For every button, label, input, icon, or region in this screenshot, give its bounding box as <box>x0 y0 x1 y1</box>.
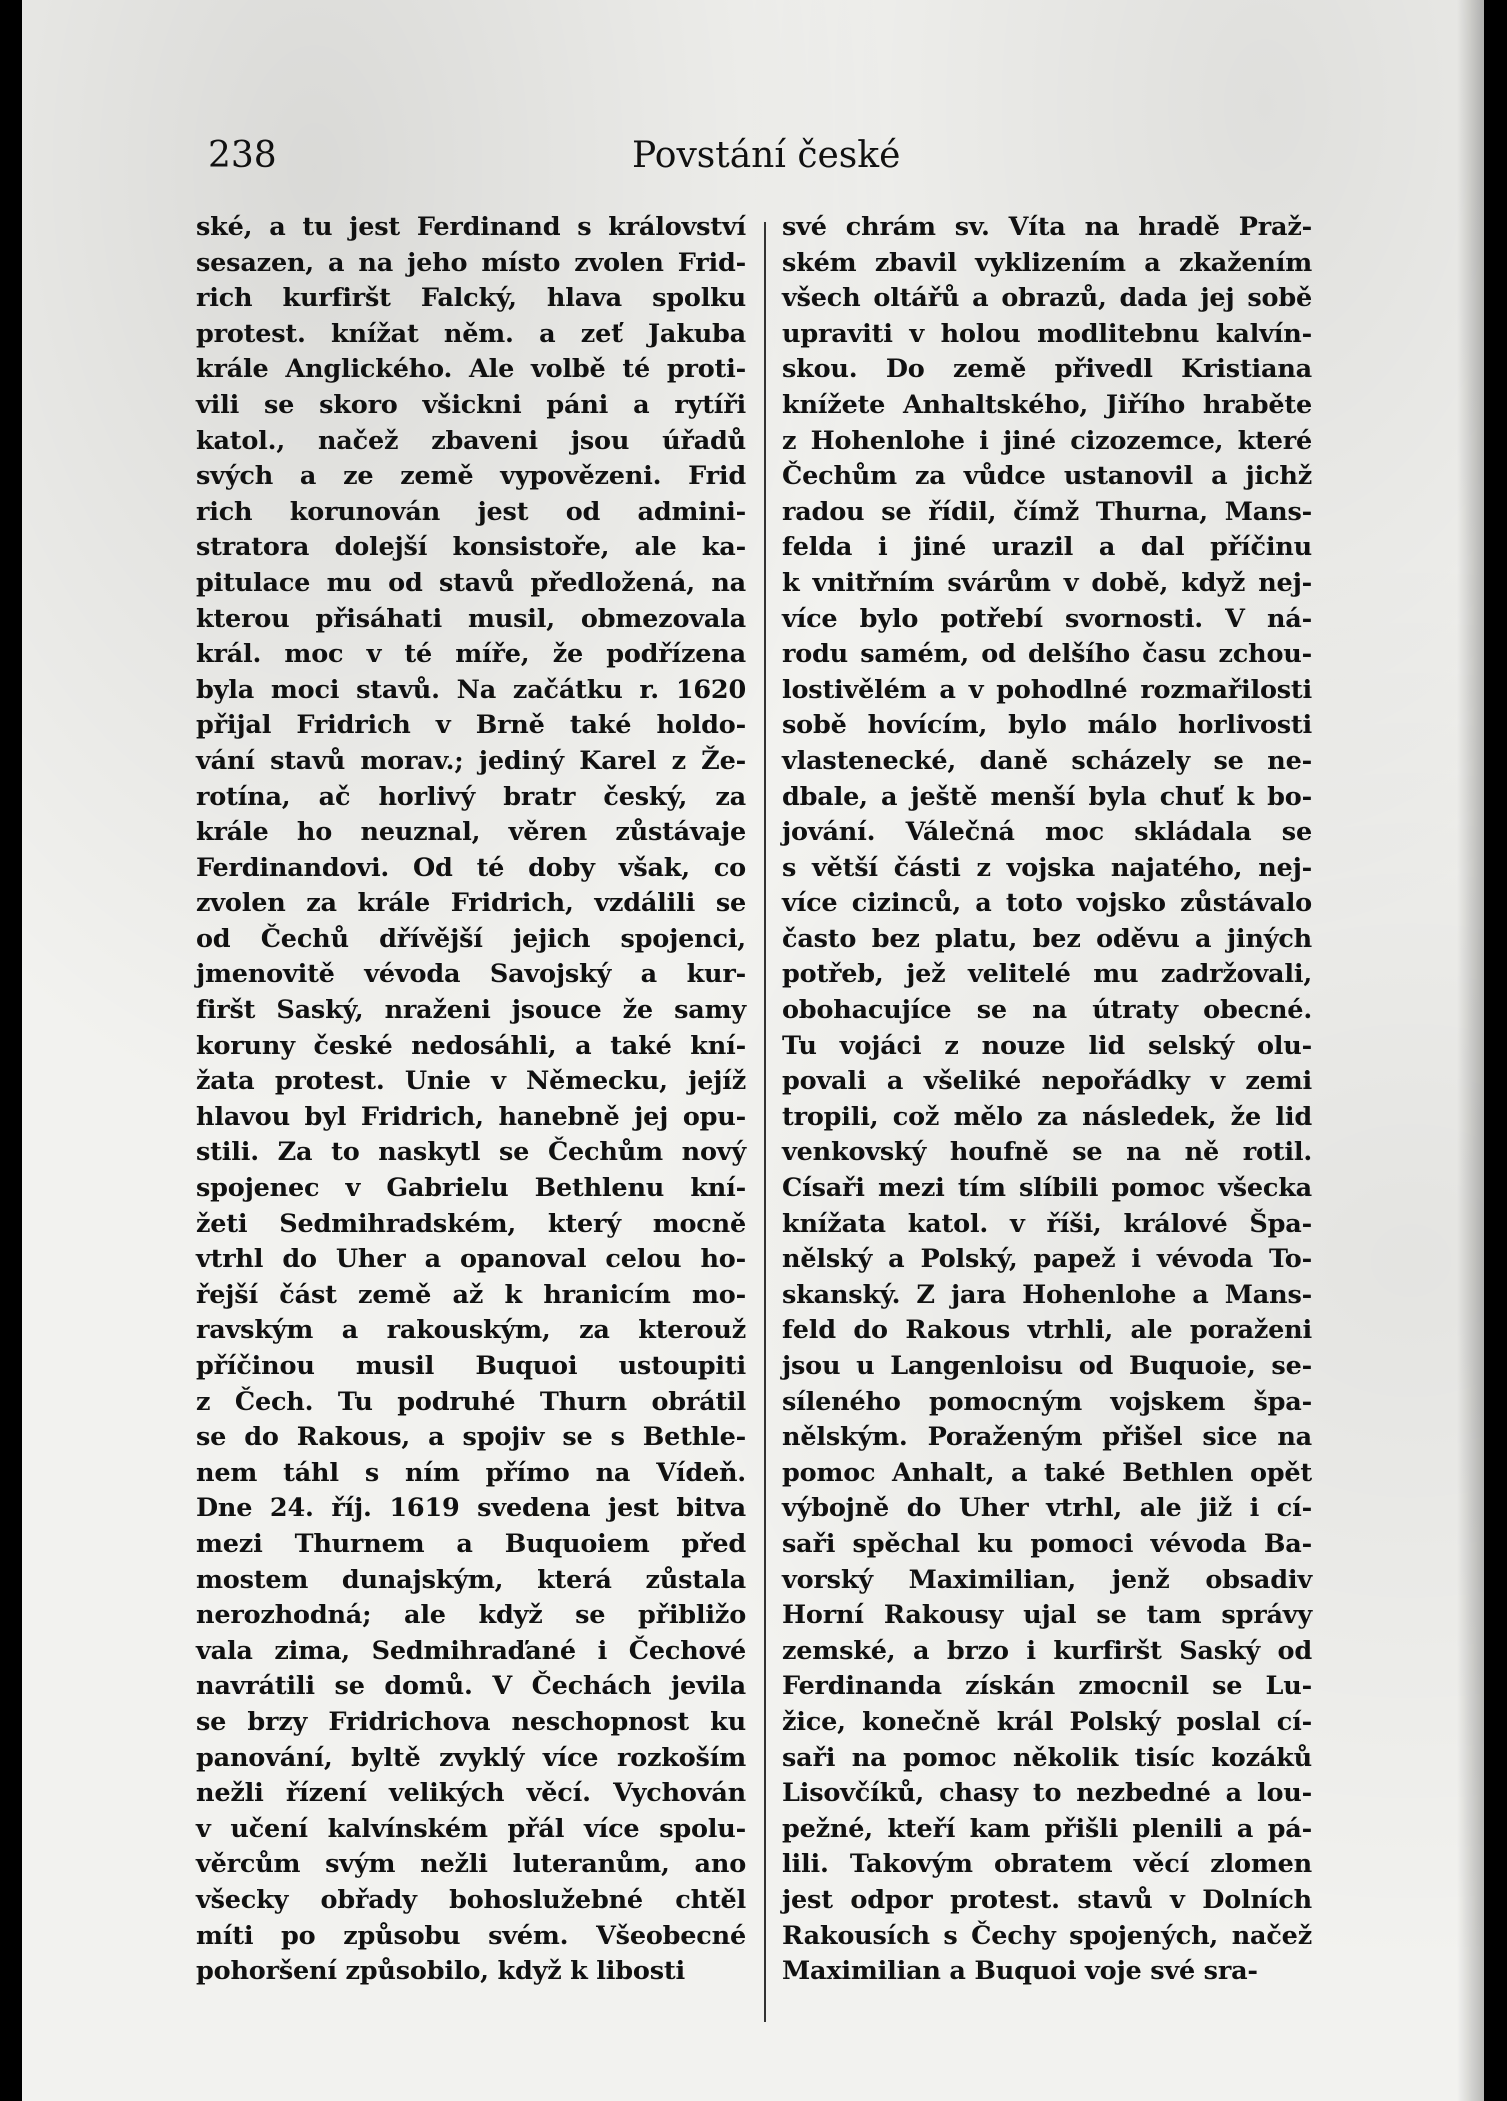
text-line: Maximilian a Buquoi voje své sra- <box>782 1956 1258 1987</box>
text-line: saři spěchal ku pomoci vévoda Ba- <box>782 1528 1312 1559</box>
text-line: všecky obřady bohoslužebné chtěl <box>196 1884 746 1915</box>
text-line: nělským. Poraženým přišel sice na <box>782 1422 1312 1453</box>
text-line: vorský Maximilian, jenž obsadiv <box>782 1564 1312 1595</box>
text-line: více cizinců, a toto vojsko zůstávalo <box>782 888 1312 919</box>
page-number: 238 <box>208 135 277 176</box>
text-line: navrátili se domů. V Čechách jevila <box>196 1671 746 1702</box>
text-line: nežli řízení velikých věcí. Vychován <box>196 1778 746 1809</box>
text-line: rotína, ač horlivý bratr český, za <box>196 781 746 812</box>
text-line: hlavou byl Fridrich, hanebně jej opu- <box>196 1101 746 1132</box>
text-line: pomoc Anhalt, a také Bethlen opět <box>782 1457 1312 1488</box>
text-line: vili se skoro všickni páni a rytíři <box>196 389 746 420</box>
text-line: k vnitřním svárům v době, když nej- <box>782 567 1312 598</box>
text-line: Tu vojáci z nouze lid selský olu- <box>782 1030 1312 1061</box>
text-line: Lisovčíků, chasy to nezbedné a lou- <box>782 1778 1312 1809</box>
text-line: vlastenecké, daně scházely se ne- <box>782 745 1312 776</box>
text-line: v učení kalvínském přál více spolu- <box>196 1813 746 1844</box>
text-line: potřeb, jež velitelé mu zadržovali, <box>782 959 1312 990</box>
text-line: kterou přisáhati musil, obmezovala <box>196 603 746 634</box>
text-line: jest odpor protest. stavů v Dolních <box>782 1884 1312 1915</box>
text-line: tropili, což mělo za následek, že lid <box>782 1101 1312 1132</box>
text-line: lili. Takovým obratem věcí zlomen <box>782 1849 1312 1880</box>
text-line: stratora dolejší konsistoře, ale ka- <box>196 532 746 563</box>
page-header <box>202 126 1328 186</box>
text-line: koruny české nedosáhli, a také kní- <box>196 1030 746 1061</box>
text-line: svých a ze země vypovězeni. Frid <box>196 461 746 492</box>
text-line: přijal Fridrich v Brně také holdo- <box>196 710 746 741</box>
text-line: saři na pomoc několik tisíc kozáků <box>782 1742 1312 1773</box>
text-line: Rakousích s Čechy spojených, načež <box>782 1920 1312 1951</box>
text-line: knížete Anhaltského, Jiřího hraběte <box>782 389 1312 420</box>
text-line: nělský a Polský, papež i vévoda To- <box>782 1244 1312 1275</box>
text-line: výbojně do Uher vtrhl, ale již i cí- <box>782 1493 1312 1524</box>
text-line: se do Rakous, a spojiv se s Bethle- <box>196 1422 746 1453</box>
text-line: žice, konečně král Polský poslal cí- <box>782 1706 1312 1737</box>
text-line: z Čech. Tu podruhé Thurn obrátil <box>196 1386 746 1417</box>
text-line: s větší části z vojska najatého, nej- <box>782 852 1312 883</box>
text-line: více bylo potřebí svornosti. V ná- <box>782 603 1312 634</box>
text-line: byla moci stavů. Na začátku r. 1620 <box>196 674 746 705</box>
text-line: skou. Do země přivedl Kristiana <box>782 354 1312 385</box>
text-line: firšt Saský, nraženi jsouce že samy <box>196 995 746 1026</box>
text-line: z Hohenlohe i jiné cizozemce, které <box>782 425 1312 456</box>
text-line: lostivělém a v pohodlné rozmařilosti <box>782 674 1312 705</box>
text-line: spojenec v Gabrielu Bethlenu kní- <box>196 1173 746 1204</box>
text-line: Ferdinanda získán zmocnil se Lu- <box>782 1671 1312 1702</box>
left-text-column <box>196 210 746 1990</box>
text-line: ravským a rakouským, za kterouž <box>196 1315 746 1346</box>
text-line: příčinou musil Buquoi ustoupiti <box>196 1351 746 1381</box>
text-line: síleného pomocným vojskem špa- <box>782 1386 1312 1417</box>
text-line: felda i jiné urazil a dal příčinu <box>782 532 1312 563</box>
text-line: knížata katol. v říši, králové Špa- <box>782 1208 1312 1239</box>
text-line: Dne 24. říj. 1619 svedena jest bitva <box>196 1493 746 1524</box>
text-line: od Čechů dřívější jejich spojenci, <box>196 923 746 954</box>
text-line: žeti Sedmihradském, který mocně <box>196 1208 746 1239</box>
text-line: krále ho neuznal, věren zůstávaje <box>196 817 746 848</box>
text-line: Čechům za vůdce ustanovil a jichž <box>782 461 1312 492</box>
text-line: Ferdinandovi. Od té doby však, co <box>196 852 746 883</box>
text-line: pežné, kteří kam přišli plenili a pá- <box>782 1813 1312 1844</box>
text-line: vání stavů morav.; jediný Karel z Že- <box>196 745 746 776</box>
text-line: dbale, a ještě menší byla chuť k bo- <box>782 781 1312 812</box>
text-line: nerozhodná; ale když se přibližo <box>196 1600 746 1631</box>
text-line: král. moc v té míře, že podřízena <box>196 639 746 670</box>
text-line: pitulace mu od stavů předložená, na <box>196 567 746 598</box>
text-line: stili. Za to naskytl se Čechům nový <box>196 1137 746 1168</box>
page-edge-shadow <box>1457 0 1485 2101</box>
text-line: sobě hovícím, bylo málo horlivosti <box>782 710 1312 741</box>
text-line: Císaři mezi tím slíbili pomoc všecka <box>782 1173 1312 1204</box>
text-line: řejší část země až k hranicím mo- <box>196 1279 746 1310</box>
text-line: Horní Rakousy ujal se tam správy <box>782 1600 1312 1631</box>
text-line: rich korunován jest od admini- <box>196 496 746 527</box>
text-line: mezi Thurnem a Buquoiem před <box>196 1528 746 1559</box>
text-line: pohoršení způsobilo, když k libosti <box>196 1956 685 1987</box>
running-title: Povstání české <box>632 135 901 176</box>
text-line: radou se řídil, čímž Thurna, Mans- <box>782 496 1312 527</box>
text-line: krále Anglického. Ale volbě té proti- <box>196 354 746 385</box>
text-line: často bez platu, bez oděvu a jiných <box>782 923 1312 954</box>
text-line: míti po způsobu svém. Všeobecné <box>196 1920 746 1951</box>
text-line: zvolen za krále Fridrich, vzdálili se <box>196 888 746 919</box>
text-line: vala zima, Sedmihraďané i Čechové <box>196 1635 746 1666</box>
right-text-column <box>782 210 1312 1990</box>
text-line: všech oltářů a obrazů, dada jej sobě <box>782 283 1312 314</box>
text-line: rodu samém, od delšího času zchou- <box>782 639 1312 670</box>
text-line: mostem dunajským, která zůstala <box>196 1564 746 1595</box>
text-line: povali a všeliké nepořádky v zemi <box>782 1066 1312 1097</box>
text-line: protest. knížat něm. a zeť Jakuba <box>196 318 746 349</box>
text-line: zemské, a brzo i kurfiršt Saský od <box>782 1635 1312 1666</box>
text-line: své chrám sv. Víta na hradě Praž- <box>782 212 1312 242</box>
text-line: ské, a tu jest Ferdinand s království <box>196 212 746 242</box>
text-line: katol., načež zbaveni jsou úřadů <box>196 425 746 456</box>
text-line: skanský. Z jara Hohenlohe a Mans- <box>782 1279 1312 1310</box>
text-line: věrcům svým nežli luteranům, ano <box>196 1849 746 1880</box>
text-line: feld do Rakous vtrhli, ale poraženi <box>782 1315 1312 1346</box>
text-line: upraviti v holou modlitebnu kalvín- <box>782 318 1312 349</box>
text-line: venkovský houfně se na ně rotil. <box>782 1137 1312 1168</box>
text-line: obohacujíce se na útraty obecné. <box>782 995 1312 1026</box>
text-line: jmenovitě vévoda Savojský a kur- <box>196 959 746 990</box>
column-divider <box>764 222 766 2022</box>
text-line: rich kurfiršt Falcký, hlava spolku <box>196 283 746 314</box>
text-line: vtrhl do Uher a opanoval celou ho- <box>196 1244 746 1275</box>
text-line: se brzy Fridrichova neschopnost ku <box>196 1706 746 1737</box>
text-line: ském zbavil vyklizením a zkažením <box>782 247 1312 278</box>
text-line: žata protest. Unie v Německu, jejíž <box>196 1066 746 1097</box>
text-line: jsou u Langenloisu od Buquoie, se- <box>782 1351 1312 1381</box>
text-line: nem táhl s ním přímo na Vídeň. <box>196 1457 746 1488</box>
text-line: panování, byltě zvyklý více rozkoším <box>196 1742 746 1773</box>
text-line: sesazen, a na jeho místo zvolen Frid- <box>196 247 746 278</box>
text-line: jování. Válečná moc skládala se <box>782 817 1312 848</box>
